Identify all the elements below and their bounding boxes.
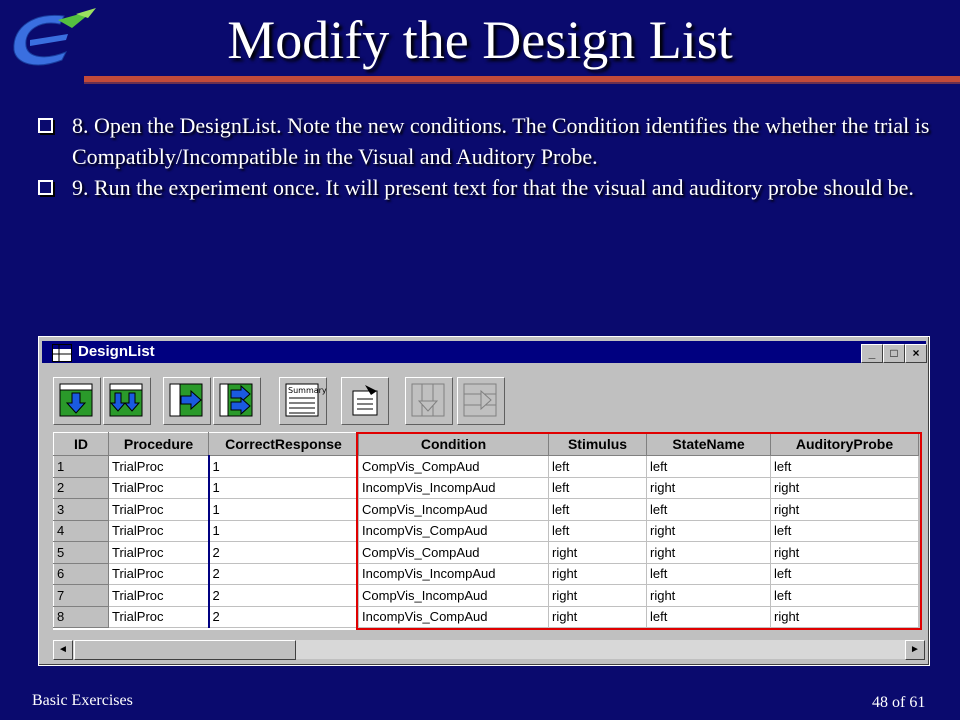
bullet-item [38, 172, 938, 203]
cell[interactable]: left [647, 563, 771, 585]
add-multiple-levels-button[interactable] [103, 377, 151, 425]
cell[interactable]: IncompVis_IncompAud [359, 477, 549, 499]
maximize-button[interactable]: □ [883, 344, 905, 363]
cell[interactable]: TrialProc [109, 520, 209, 542]
scroll-right-arrow-icon[interactable]: ► [905, 640, 925, 660]
add-attribute-icon [169, 383, 203, 417]
cell[interactable]: left [647, 456, 771, 478]
summary-icon [285, 383, 327, 417]
cell[interactable]: right [771, 477, 919, 499]
cell[interactable]: 1 [209, 456, 359, 478]
cell[interactable]: left [549, 456, 647, 478]
table-row[interactable] [54, 499, 919, 521]
cell[interactable]: right [771, 499, 919, 521]
cell[interactable]: right [647, 585, 771, 607]
cell[interactable]: CompVis_IncompAud [359, 585, 549, 607]
row-id[interactable]: 6 [54, 563, 109, 585]
cell[interactable]: right [647, 542, 771, 564]
cell[interactable]: 2 [209, 563, 359, 585]
column-header-id[interactable]: ID [54, 433, 109, 456]
collapse-levels-icon [411, 383, 445, 417]
cell[interactable]: CompVis_CompAud [359, 456, 549, 478]
add-level-icon [59, 383, 93, 417]
cell[interactable]: IncompVis_CompAud [359, 520, 549, 542]
collapse-levels-button[interactable] [405, 377, 453, 425]
cell[interactable]: right [549, 563, 647, 585]
window-titlebar[interactable] [42, 341, 926, 363]
column-header-procedure[interactable]: Procedure [109, 433, 209, 456]
collapse-attributes-icon [463, 383, 497, 417]
add-multiple-levels-icon [109, 383, 143, 417]
row-id[interactable]: 3 [54, 499, 109, 521]
cell[interactable]: left [549, 477, 647, 499]
cell[interactable]: IncompVis_IncompAud [359, 563, 549, 585]
designlist-window [38, 336, 930, 666]
cell[interactable]: right [549, 606, 647, 628]
cell[interactable]: CompVis_IncompAud [359, 499, 549, 521]
table-icon [52, 344, 72, 362]
checkbox-bullet-icon [38, 118, 53, 133]
cell[interactable]: IncompVis_CompAud [359, 606, 549, 628]
add-multiple-attributes-icon [219, 383, 253, 417]
row-id[interactable]: 4 [54, 520, 109, 542]
cell[interactable]: TrialProc [109, 606, 209, 628]
column-header-auditoryprobe[interactable]: AuditoryProbe [771, 433, 919, 456]
row-id[interactable]: 1 [54, 456, 109, 478]
title-divider-shadow [84, 82, 960, 84]
summary-button[interactable] [279, 377, 327, 425]
add-attribute-button[interactable] [163, 377, 211, 425]
slide-number: 48 of 61 [872, 694, 926, 711]
cell[interactable]: 2 [209, 542, 359, 564]
row-id[interactable]: 8 [54, 606, 109, 628]
bullet-item [38, 110, 938, 172]
scroll-left-arrow-icon[interactable]: ◄ [53, 640, 73, 660]
footer-section-label: Basic Exercises [32, 692, 133, 709]
cell[interactable]: left [771, 520, 919, 542]
cell[interactable]: 2 [209, 585, 359, 607]
cell[interactable]: left [771, 563, 919, 585]
design-table [53, 432, 919, 628]
cell[interactable]: 1 [209, 477, 359, 499]
slide-title: Modify the Design List [227, 10, 733, 70]
cell[interactable]: CompVis_CompAud [359, 542, 549, 564]
cell[interactable]: right [771, 606, 919, 628]
row-id[interactable]: 5 [54, 542, 109, 564]
add-multiple-attributes-button[interactable] [213, 377, 261, 425]
cell[interactable]: left [771, 456, 919, 478]
properties-icon [347, 383, 381, 417]
table-row[interactable] [54, 520, 919, 542]
cell[interactable]: TrialProc [109, 542, 209, 564]
checkbox-bullet-icon [38, 180, 53, 195]
collapse-attributes-button[interactable] [457, 377, 505, 425]
cell[interactable]: right [549, 542, 647, 564]
bullet-text: 9. Run the experiment once. It will present text for that the visual and auditory probe should be. [72, 175, 914, 200]
cell[interactable]: right [647, 520, 771, 542]
table-row[interactable] [54, 606, 919, 628]
column-header-stimulus[interactable]: Stimulus [549, 433, 647, 456]
table-row[interactable] [54, 542, 919, 564]
column-header-condition[interactable]: Condition [359, 433, 549, 456]
summary-icon-label: Summary [288, 386, 327, 395]
close-button[interactable]: × [905, 344, 927, 363]
cell[interactable]: TrialProc [109, 563, 209, 585]
cell[interactable]: 1 [209, 520, 359, 542]
table-row[interactable] [54, 477, 919, 499]
column-header-correctresponse[interactable]: CorrectResponse [209, 433, 359, 456]
design-grid[interactable] [53, 432, 919, 630]
table-row[interactable] [54, 563, 919, 585]
minimize-button[interactable]: _ [861, 344, 883, 363]
bullet-text: 8. Open the DesignList. Note the new conditions. The Condition identifies the whether the trial is Compatibly/Incompatible in the Visual and Auditory Probe. [72, 113, 930, 169]
window-title: DesignList [78, 343, 155, 360]
cell[interactable]: left [647, 606, 771, 628]
cell[interactable]: left [549, 499, 647, 521]
column-header-statename[interactable]: StateName [647, 433, 771, 456]
cell[interactable]: TrialProc [109, 477, 209, 499]
table-row[interactable] [54, 456, 919, 478]
row-id[interactable]: 2 [54, 477, 109, 499]
cell[interactable]: TrialProc [109, 456, 209, 478]
cell[interactable]: 2 [209, 606, 359, 628]
row-id[interactable]: 7 [54, 585, 109, 607]
horizontal-scrollbar[interactable] [53, 640, 925, 659]
cell[interactable]: right [647, 477, 771, 499]
cell[interactable]: TrialProc [109, 585, 209, 607]
add-level-button[interactable] [53, 377, 101, 425]
cell[interactable]: left [647, 499, 771, 521]
scroll-thumb[interactable] [74, 640, 296, 660]
header-row [54, 433, 919, 456]
cell[interactable]: right [771, 542, 919, 564]
properties-button[interactable] [341, 377, 389, 425]
cell[interactable]: 1 [209, 499, 359, 521]
bullet-list [38, 110, 938, 203]
cell[interactable]: right [549, 585, 647, 607]
cell[interactable]: left [549, 520, 647, 542]
table-row[interactable] [54, 585, 919, 607]
cell[interactable]: left [771, 585, 919, 607]
cell[interactable]: TrialProc [109, 499, 209, 521]
